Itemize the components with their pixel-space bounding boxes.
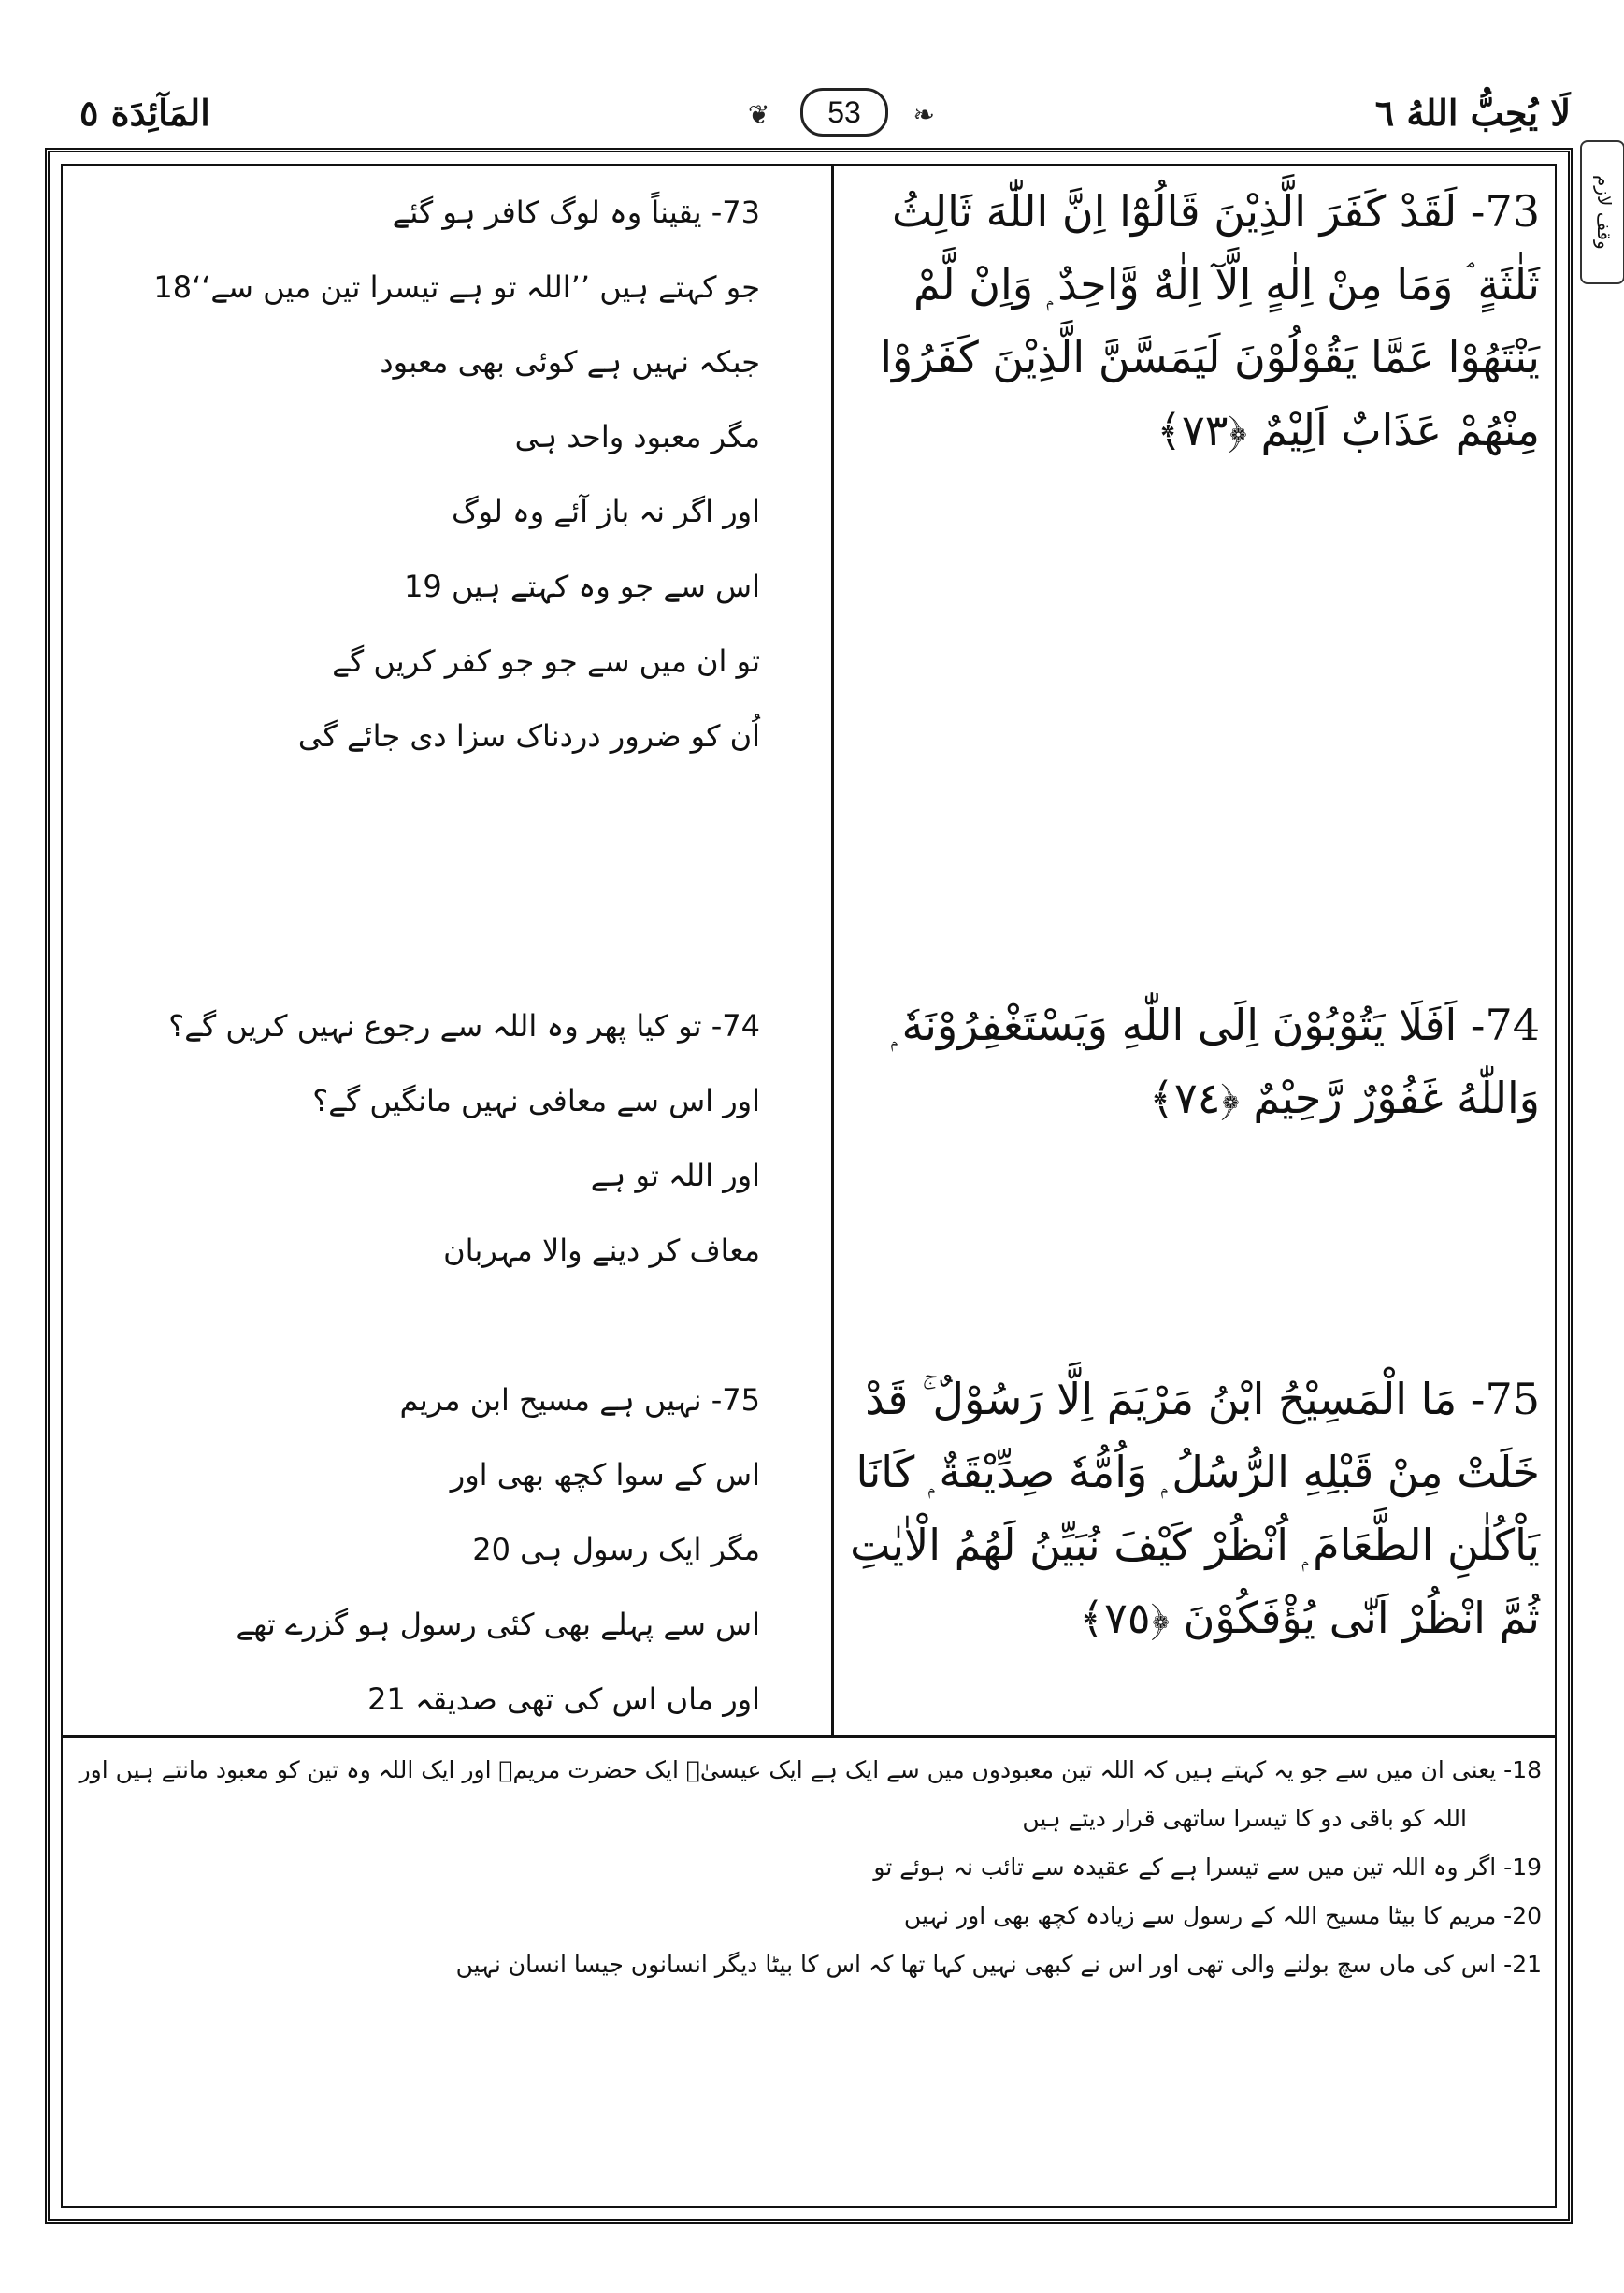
side-label: وقف لازم: [1580, 140, 1624, 284]
footnote-20: 20- مریم کا بیٹا مسیح اللہ کے رسول سے زیادہ کچھ بھی اور نہیں: [903, 1902, 1542, 1929]
page-frame: [45, 148, 1573, 2224]
urdu-block-73: [68, 175, 760, 773]
footnotes: [76, 1746, 1542, 1989]
footnote-18-cont: اللہ کو باقی دو کا تیسرا ساتھی قرار دیتے ہیں: [1022, 1805, 1467, 1832]
urdu-line: معاف کر دینے والا مہربان: [443, 1233, 760, 1268]
urdu-line: 75- نہیں ہے مسیح ابن مریم: [399, 1382, 760, 1418]
content-box: [61, 164, 1557, 2208]
juz-title: لَا يُحِبُّ اللهُ ٦: [1374, 92, 1571, 134]
urdu-line: اس سے پہلے بھی کئی رسول ہو گزرے تھے: [236, 1607, 760, 1642]
urdu-line: اور اس سے معافی نہیں مانگیں گے؟: [312, 1083, 760, 1118]
verse-arabic-73: 73- لَقَدْ كَفَرَ الَّذِيْنَ قَالُوْٓا اِنَّ اللّٰهَ ثَالِثُ ثَلٰثَةٍ ۘ وَمَا مِنْ اِلٰهٍ اِلَّآ اِلٰهٌ وَّاحِدٌ ۭ وَاِنْ لَّمْ يَنْتَهُوْا عَمَّا يَقُوْلُوْنَ لَيَمَسَّنَّ الَّذِيْنَ كَفَرُوْا مِنْهُمْ عَذَابٌ اَلِيْمٌ ﴿٧٣﴾: [880, 186, 1540, 455]
urdu-line: 73- یقیناً وہ لوگ کافر ہو گئے: [392, 195, 760, 230]
urdu-line: اُن کو ضرور دردناک سزا دی جائے گی: [297, 718, 760, 754]
left-ornament-icon: ❦: [748, 99, 770, 130]
urdu-line: تو ان میں سے جو جو کفر کریں گے: [332, 643, 760, 679]
page-header: [56, 82, 1580, 148]
urdu-line: مگر معبود واحد ہی: [514, 419, 760, 454]
verse-arabic-75: 75- مَا الْمَسِيْحُ ابْنُ مَرْيَمَ اِلَّا رَسُوْلٌ ۚ قَدْ خَلَتْ مِنْ قَبْلِهِ الرُّسُلُ ۭ وَاُمُّهٗ صِدِّيْقَةٌ ۭ كَانَا يَاْكُلٰنِ الطَّعَامَ ۭ اُنْظُرْ كَيْفَ نُبَيِّنُ لَهُمُ الْاٰيٰتِ ثُمَّ انْظُرْ اَنّٰى يُؤْفَكُوْنَ ﴿٧٥﴾: [850, 1374, 1540, 1643]
urdu-line: جبکہ نہیں ہے کوئی بھی معبود: [380, 344, 760, 380]
footnote-19: 19- اگر وہ اللہ تین میں سے تیسرا ہے کے عقیدہ سے تائب نہ ہوئے تو: [873, 1853, 1542, 1881]
urdu-line: 74- تو کیا پھر وہ اللہ سے رجوع نہیں کریں گے؟: [168, 1008, 760, 1044]
urdu-line: اس کے سوا کچھ بھی اور: [450, 1457, 760, 1493]
urdu-line: اس سے جو وہ کہتے ہیں 19: [404, 569, 760, 604]
urdu-block-74: [68, 988, 760, 1288]
urdu-line: اور اگر نہ باز آئے وہ لوگ: [451, 494, 760, 529]
page-number: 53: [800, 88, 888, 137]
footnote-21: 21- اس کی ماں سچ بولنے والی تھی اور اس نے کبھی نہیں کہا تھا کہ اس کا بیٹا دیگر انسانوں جیسا انسان نہیں: [455, 1951, 1542, 1978]
urdu-block-75: [68, 1363, 760, 1737]
verse-arabic-74: 74- اَفَلَا يَتُوْبُوْنَ اِلَى اللّٰهِ وَيَسْتَغْفِرُوْنَهٗ ۭ وَاللّٰهُ غَفُوْرٌ رَّحِيْمٌ ﴿٧٤﴾: [891, 1000, 1540, 1123]
urdu-line: اور ماں اس کی تھی صدیقہ 21: [367, 1681, 760, 1717]
right-ornament-icon: ❧: [913, 99, 935, 130]
urdu-line: مگر ایک رسول ہی 20: [472, 1532, 760, 1567]
urdu-line: اور اللہ تو ہے: [590, 1158, 760, 1193]
page-number-ornament: [748, 82, 935, 138]
urdu-line: جو کہتے ہیں ’’اللہ تو ہے تیسرا تین میں سے‘‘18: [153, 269, 760, 305]
surah-title: المَآئِدَة ٥: [79, 92, 210, 134]
footnote-18: 18- یعنی ان میں سے جو یہ کہتے ہیں کہ اللہ تین معبودوں میں سے ایک ہے ایک عیسیٰؑ ایک حضرت مریمؑ اور ایک اللہ وہ تین کو معبود مانتے ہیں اور: [79, 1756, 1542, 1783]
